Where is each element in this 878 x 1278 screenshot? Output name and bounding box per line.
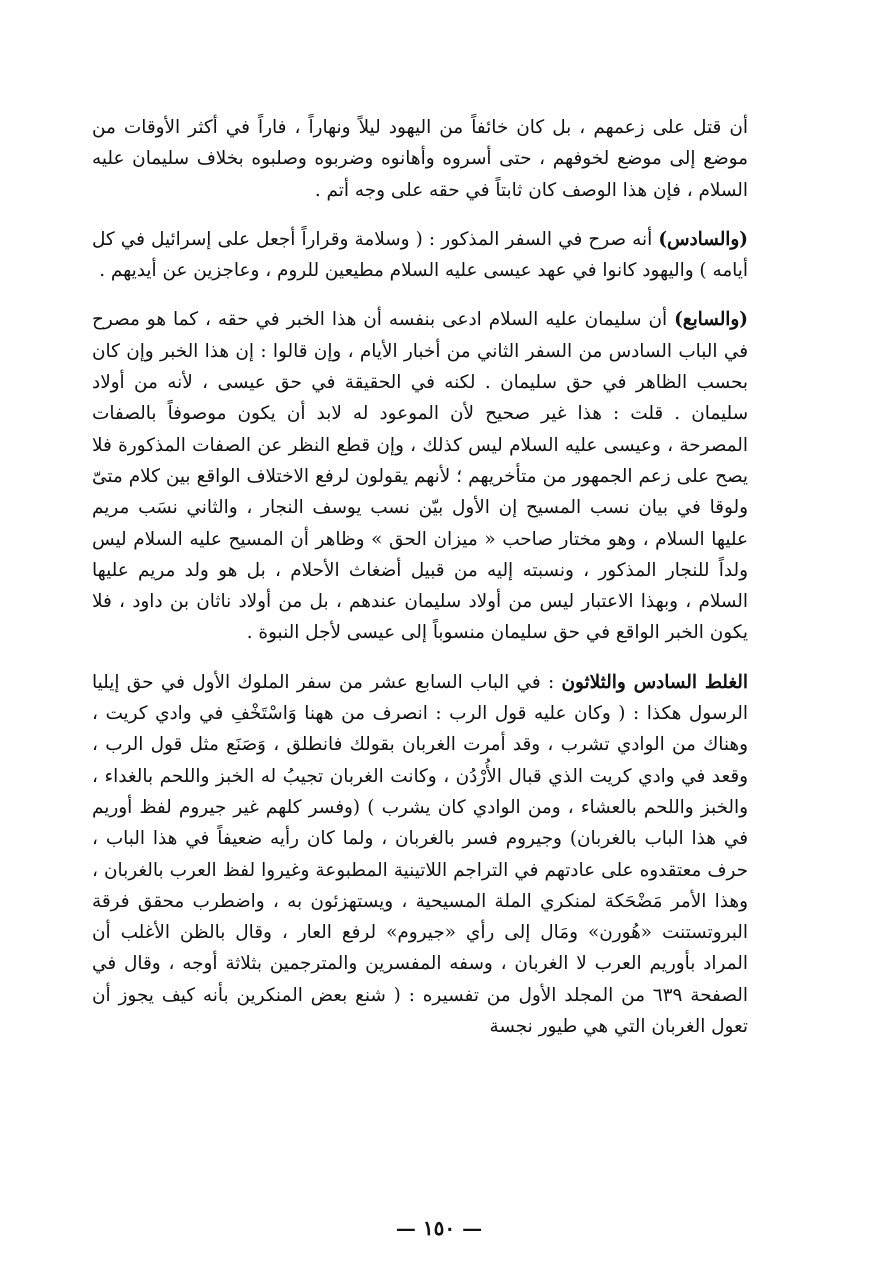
paragraph-3 (92, 304, 748, 648)
body-text (92, 112, 748, 1042)
text-line: وهناك من الوادي تشرب ، وقد أمرت الغربان بقولك فانطلق ، وَصَنَع مثل قول الرب ، (92, 734, 748, 756)
text-line: الظاهر في حق سليمان . لكنه في الحقيقة في حق عيسى ، لأنه من أولاد سليمان . قلت : (92, 372, 748, 425)
text-line: السلام ليس كذلك ، وإن قطع النظر عن الصفات المذكورة فلا يصح على زعم الجمهور من (92, 434, 749, 487)
text-line: : في الباب السابع عشر من سفر الملوك الأول في حق إيليا (92, 671, 562, 693)
text-line: أنه صرح في السفر المذكور : ( وسلامة وقراراً أجعل على إسرائيل في كل (92, 228, 659, 250)
text-line: ومَال إلى رأي «جيروم» لرفع العار ، وقال بالظن الأغلب أن المراد بأوريم العرب لا (92, 922, 748, 975)
text-line: أن سليمان عليه السلام ادعى بنفسه أن هذا الخبر في حقه ، كما هو مصرح في (92, 309, 748, 362)
text-line: من تفسيره : ( شنع بعض المنكرين بأنه كيف يجوز أن تعول الغربان التي هي طيور نجسة (92, 984, 748, 1038)
text-line: هذا الباب بالغربان) وجيروم فسر بالغربان ، ولما كان رأيه ضعيفاً في هذا الباب ، حرف (92, 828, 748, 881)
paragraph-4 (92, 667, 748, 1043)
section-heading: الغلط السادس والثلاثون (561, 671, 748, 693)
text-line: الأول بيّن نسب يوسف النجار ، والثاني نسَب مريم عليها السلام ، وهو مختار صاحب (92, 497, 748, 550)
text-line: قبيل أضغاث الأحلام ، بل هو ولد مريم عليها السلام ، وبهذا الاعتبار ليس من أولاد (92, 559, 748, 613)
paragraph-lead: (والسادس) (658, 228, 748, 250)
paragraph-1 (92, 112, 748, 206)
text-line: أن قتل على زعمهم ، بل كان خائفاً من اليهود ليلاً ونهاراً ، فاراً في أكثر الأوقات من موضع (92, 117, 748, 170)
text-line: متأخريهم ؛ لأنهم يقولون لرفع الاختلاف الواقع بين كلام متىّ ولوقا في بيان نسب المسيح إن (92, 465, 748, 519)
page-number: — ١٥٠ — (395, 1216, 483, 1240)
text-line: مَضْحَكة لمنكري الملة المسيحية ، ويستهزئون به ، واضطرب محقق فرقة البروتستنت «هُورن» (92, 890, 748, 944)
text-line: معتقدوه على عادتهم في التراجم اللاتينية المطبوعة وغيروا لفظ العرب بالغربان ، وهذا الأمر (92, 859, 748, 912)
text-line: هذا غير صحيح لأن الموعود له لابد أن يكون موصوفاً بالصفات المصرحة ، وعيسى عليه (92, 403, 748, 456)
text-line: الرسول هكذا : ( وكان عليه قول الرب : انصرف من ههنا وَاسْتَخْفِ في وادي كريت ، (92, 703, 748, 725)
paragraph-2 (92, 224, 748, 287)
text-line: والخبز واللحم بالعشاء ، ومن الوادي كان يشرب ) (وفسر كلهم غير جيروم لفظ أوريم في (92, 796, 748, 850)
text-line: فإن هذا الوصف كان ثابتاً في حقه على وجه أتم . (314, 179, 681, 201)
text-line: إلى موضع لخوفهم ، حتى أسروه وأهانوه وضربوه وصلبوه بخلاف سليمان عليه السلام ، (92, 148, 748, 201)
text-line: إلى عيسى لأجل النبوة . (246, 622, 427, 644)
text-line: أيامه ) واليهود كانوا في عهد عيسى عليه السلام مطيعين للروم ، وعاجزين عن أيديهم . (99, 260, 748, 282)
text-line: الغربان ، وسفه المفسرين والمترجمين بثلاثة أوجه ، وقال في الصفحة ٦٣٩ من المجلد الأول (92, 953, 748, 1006)
paragraph-lead: (والسابع) (674, 309, 748, 331)
text-line: سليمان عندهم ، بل من أولاد ناثان بن داود ، فلا يكون الخبر الواقع في حق سليمان منسوباً (92, 591, 748, 644)
text-line: « ميزان الحق » وظاهر أن المسيح عليه السلام ليس ولداً للنجار المذكور ، ونسبته إليه من (92, 528, 749, 581)
text-line: الباب السادس من السفر الثاني من أخبار الأيام ، وإن قالوا : إن هذا الخبر وإن كان بحسب (92, 340, 748, 394)
text-line: وقعد في وادي كريت الذي قبال الأُرْدُن ، وكانت الغربان تجيبُ له الخبز واللحم بالغداء ، (92, 765, 748, 787)
